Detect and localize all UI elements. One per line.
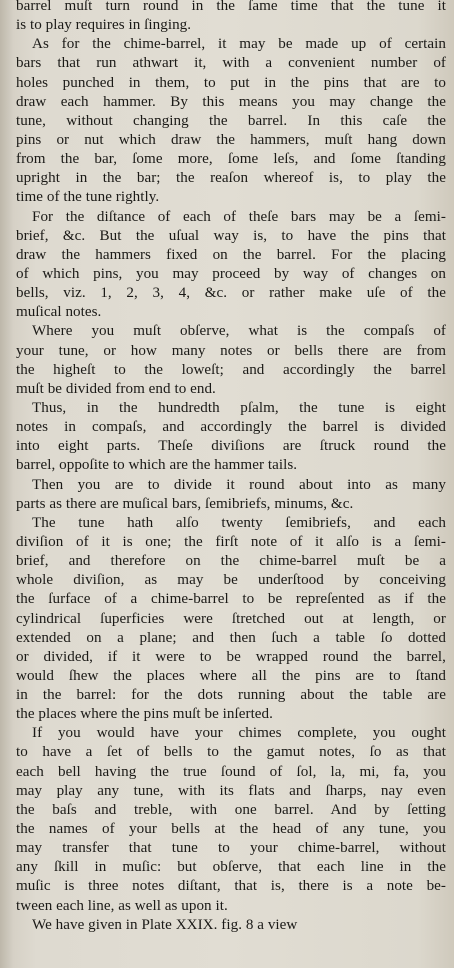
text-line: extended on a plane; and then ſuch a table ſo dotted bbox=[16, 629, 446, 646]
text-line: brief, and therefore on the chime-barrel muſt be a bbox=[16, 553, 446, 570]
text-line: muſt be divided from end to end. bbox=[16, 380, 216, 397]
paragraph-8 bbox=[16, 724, 446, 915]
paragraph-2 bbox=[16, 35, 446, 207]
text-line: notes in compaſs, and accordingly the barrel is divided bbox=[16, 419, 446, 436]
text-line: Then you are to divide it round about into as many bbox=[32, 476, 446, 493]
text-line: pins or nut which draw the hammers, muſt hang down bbox=[16, 131, 446, 148]
text-line: to have a ſet of bells to the gamut notes, ſo as that bbox=[16, 744, 446, 761]
text-line: the places where the pins muſt be inſerted. bbox=[16, 706, 273, 723]
text-line: whole diviſion, as may be underſtood by conceiving bbox=[16, 572, 446, 589]
text-line: may transfer that tune to your chime-barrel, without bbox=[16, 840, 446, 857]
text-line: would ſhew the places where all the pins are to ſtand bbox=[16, 667, 446, 684]
paragraph-1 bbox=[16, 0, 446, 35]
text-line: draw the hammers fixed on the barrel. For the placing bbox=[16, 246, 446, 263]
text-line: Thus, in the hundredth pſalm, the tune is eight bbox=[32, 399, 446, 416]
paragraph-7 bbox=[16, 514, 446, 725]
text-line: barrel muſt turn round in the ſame time that the tune it bbox=[16, 0, 446, 14]
text-line: time of the tune rightly. bbox=[16, 189, 160, 206]
text-line: the higheſt to the loweſt; and accordingly the barrel bbox=[16, 361, 446, 378]
text-line: in the barrel: for the dots running about the table are bbox=[16, 687, 446, 704]
paragraph-9 bbox=[16, 916, 446, 935]
text-line: cylindrical ſuperficies were ſtretched out at length, or bbox=[16, 610, 446, 627]
paragraph-6 bbox=[16, 476, 446, 514]
text-line: from the bar, ſome more, ſome leſs, and ſome ſtanding bbox=[16, 151, 446, 168]
text-line: is to play requires in ſinging. bbox=[16, 17, 192, 34]
text-line: We have given in Plate XXIX. fig. 8 a view bbox=[32, 916, 298, 933]
text-line: parts as there are muſical bars, ſemibriefs, minums, &c. bbox=[16, 495, 354, 512]
text-line: tune, without changing the barrel. In this caſe the bbox=[16, 112, 446, 129]
text-line: any ſkill in muſic: but obſerve, that each line in the bbox=[16, 859, 446, 876]
text-line: bars that run athwart it, with a convenient number of bbox=[16, 55, 446, 72]
text-line: the baſs and treble, with one barrel. And by ſetting bbox=[16, 801, 446, 818]
text-line: draw each hammer. By this means you may change the bbox=[16, 93, 446, 110]
paragraph-4 bbox=[16, 322, 446, 399]
text-line: As for the chime-barrel, it may be made up of certain bbox=[32, 36, 446, 53]
text-line: holes punched in them, to put in the pins that are to bbox=[16, 74, 446, 91]
text-line: into eight parts. Theſe diviſions are ſtruck round the bbox=[16, 438, 446, 455]
paragraph-5 bbox=[16, 399, 446, 476]
text-line: bells, viz. 1, 2, 3, 4, &c. or rather make uſe of the bbox=[16, 285, 446, 302]
text-line: tween each line, as well as upon it. bbox=[16, 897, 228, 914]
text-line: For the diſtance of each of theſe bars may be a ſemi- bbox=[32, 208, 446, 225]
text-line: may play any tune, with its flats and ſharps, nay even bbox=[16, 782, 446, 799]
text-line: upright in the bar; the reaſon whereof is, to play the bbox=[16, 170, 446, 187]
text-line: Where you muſt obſerve, what is the compaſs of bbox=[32, 323, 446, 340]
paragraph-3 bbox=[16, 208, 446, 323]
text-line: muſical notes. bbox=[16, 304, 102, 321]
text-line: the names of your bells at the head of any tune, you bbox=[16, 821, 446, 838]
text-line: your tune, or how many notes or bells there are from bbox=[16, 342, 446, 359]
text-line: of which pins, you may proceed by way of changes on bbox=[16, 265, 446, 282]
text-line: The tune hath alſo twenty ſemibriefs, and each bbox=[32, 514, 446, 531]
text-line: If you would have your chimes complete, you ought bbox=[32, 725, 446, 742]
book-page bbox=[16, 0, 446, 968]
text-line: or divided, if it were to be wrapped round the barrel, bbox=[16, 648, 446, 665]
text-line: each bell having the true ſound of ſol, la, mi, fa, you bbox=[16, 763, 446, 780]
text-line: muſic is three notes diſtant, that is, there is a note be- bbox=[16, 878, 446, 895]
text-line: barrel, oppoſite to which are the hammer tails. bbox=[16, 457, 298, 474]
text-line: brief, &c. But the uſual way is, to have the pins that bbox=[16, 227, 446, 244]
text-line: diviſion of it is one; the firſt note of it alſo is a ſemi- bbox=[16, 533, 446, 550]
text-line: the ſurface of a chime-barrel to be repreſented as if the bbox=[16, 591, 446, 608]
